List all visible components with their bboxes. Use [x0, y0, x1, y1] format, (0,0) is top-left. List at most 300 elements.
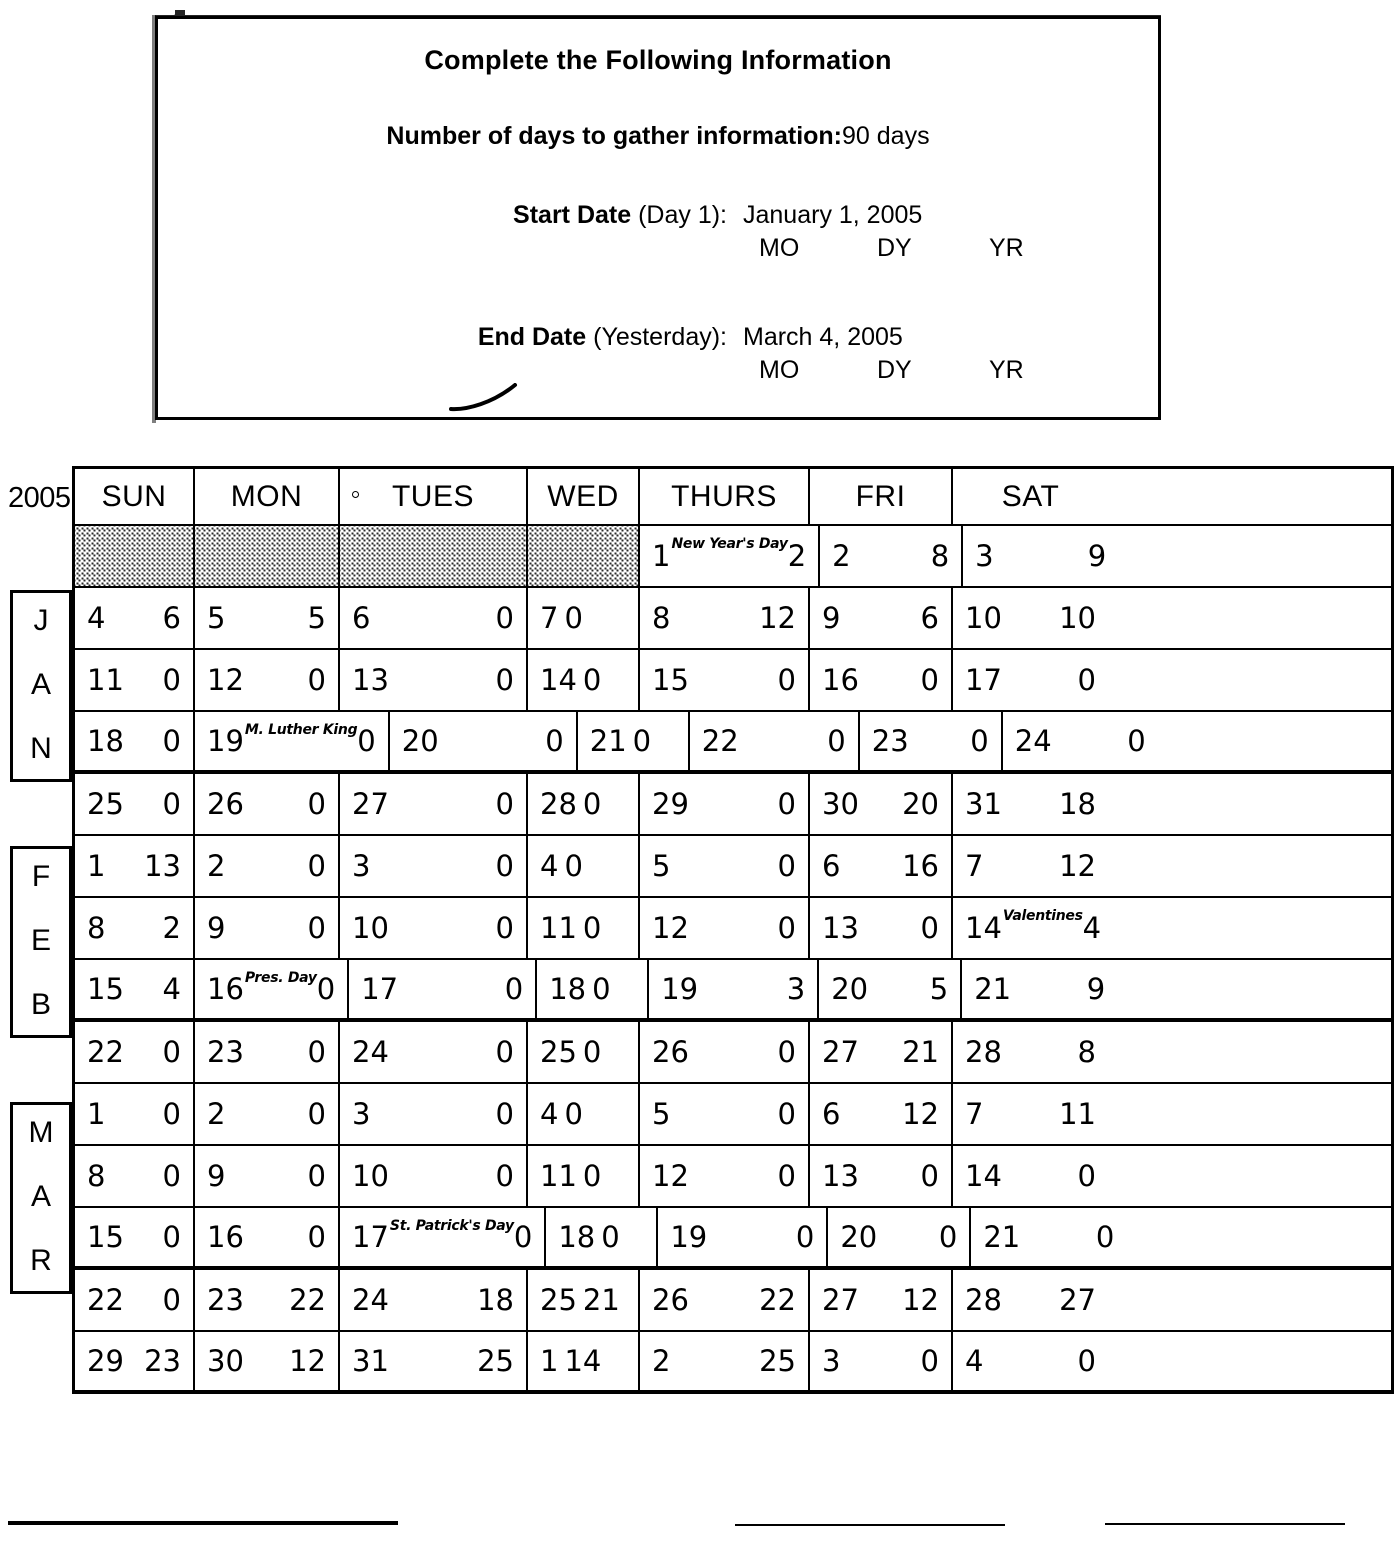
day-count-value[interactable]: 8	[1077, 1035, 1096, 1069]
month-initial-1-2: A	[30, 668, 51, 701]
day-count-value[interactable]: 0	[162, 1159, 181, 1193]
calendar-cell[interactable]	[640, 836, 810, 896]
day-count-value[interactable]: 11	[1059, 1097, 1096, 1131]
day-count-value[interactable]: 0	[307, 1159, 326, 1193]
day-count-value[interactable]: 14	[564, 1344, 602, 1378]
day-count-value[interactable]: 12	[902, 1283, 939, 1317]
day-count-value[interactable]: 0	[582, 663, 602, 697]
day-number: 27	[352, 787, 389, 821]
day-count-value[interactable]: 0	[307, 1097, 326, 1131]
calendar-cell[interactable]	[528, 1270, 640, 1330]
day-number: 7	[965, 849, 984, 883]
day-number: 19	[670, 1220, 708, 1254]
calendar-cell[interactable]	[528, 588, 640, 648]
calendar-header-row	[0, 466, 1394, 526]
day-count-value[interactable]: 0	[920, 911, 939, 945]
month-initial-3-1: M	[28, 1116, 54, 1149]
holiday-label: New Year's Day	[671, 536, 788, 552]
end-date-label-rest: (Yesterday):	[593, 323, 727, 351]
day-count-value[interactable]: 0	[970, 724, 989, 758]
day-number: 21	[974, 972, 1012, 1006]
calendar-cell[interactable]	[75, 898, 195, 958]
end-yr-label: YR	[989, 356, 1024, 384]
day-count-value[interactable]: 4	[1082, 911, 1102, 945]
day-header-sun: SUN	[75, 469, 195, 524]
day-count-value[interactable]: 0	[777, 1097, 796, 1131]
calendar-cell[interactable]	[953, 1332, 1108, 1390]
day-number: 25	[540, 1283, 577, 1317]
holiday-label: M. Luther King	[244, 722, 358, 738]
days-to-gather-label: Number of days to gather information:	[386, 122, 843, 150]
calendar-cell[interactable]	[953, 588, 1108, 648]
calendar-week-row	[0, 774, 1394, 836]
day-number: 11	[87, 663, 124, 697]
calendar-cell[interactable]	[971, 1208, 1126, 1266]
day-number: 11	[540, 1159, 577, 1193]
calendar-cell[interactable]	[810, 1146, 953, 1206]
calendar-cell[interactable]	[578, 712, 690, 770]
day-count-value[interactable]: 4	[162, 972, 181, 1006]
calendar-cell[interactable]	[810, 836, 953, 896]
day-number: 15	[87, 972, 124, 1006]
calendar-week-row	[0, 960, 1394, 1022]
day-count-value[interactable]: 0	[357, 724, 376, 758]
day-count-value[interactable]: 18	[1059, 787, 1096, 821]
calendar-year-label: 2005	[8, 482, 71, 514]
day-count-value[interactable]: 12	[902, 1097, 939, 1131]
day-number: 2	[207, 849, 226, 883]
calendar-cell[interactable]	[860, 712, 1003, 770]
calendar-cell[interactable]	[810, 1270, 953, 1330]
calendar-cell[interactable]	[75, 774, 195, 834]
day-count-value[interactable]: 0	[777, 1159, 796, 1193]
day-count-value[interactable]: 5	[307, 601, 326, 635]
calendar-cell[interactable]	[528, 1146, 640, 1206]
day-count-value[interactable]: 0	[920, 1159, 939, 1193]
calendar-cell[interactable]	[75, 1270, 195, 1330]
calendar-cell[interactable]	[953, 1022, 1108, 1082]
day-count-value[interactable]: 0	[162, 1097, 181, 1131]
day-count-value[interactable]: 0	[162, 663, 181, 697]
day-count-value[interactable]: 9	[1087, 539, 1107, 573]
calendar-cell[interactable]	[810, 588, 953, 648]
day-number: 4	[965, 1344, 984, 1378]
calendar-cell[interactable]	[640, 1022, 810, 1082]
day-number: 27	[822, 1283, 859, 1317]
day-number: 11	[540, 911, 577, 945]
calendar-cell[interactable]	[340, 1208, 546, 1266]
day-count-value[interactable]: 5	[929, 972, 949, 1006]
day-count-value[interactable]: 0	[495, 1097, 514, 1131]
calendar-cell[interactable]	[75, 712, 195, 770]
calendar-cell[interactable]	[640, 1270, 810, 1330]
calendar-cell[interactable]	[820, 526, 963, 586]
day-count-value[interactable]: 0	[513, 1220, 533, 1254]
day-number: 4	[87, 601, 106, 635]
day-count-value[interactable]: 0	[162, 1283, 181, 1317]
day-count-value[interactable]: 0	[777, 787, 796, 821]
calendar-cell[interactable]	[658, 1208, 828, 1266]
day-count-value[interactable]: 0	[495, 663, 514, 697]
calendar-cell[interactable]	[810, 1084, 953, 1144]
day-count-value[interactable]: 2	[162, 911, 181, 945]
day-number: 10	[352, 911, 389, 945]
day-count-value[interactable]: 12	[289, 1344, 326, 1378]
calendar-cell[interactable]	[528, 898, 640, 958]
day-number: 9	[207, 1159, 226, 1193]
day-count-value[interactable]: 0	[777, 663, 796, 697]
day-number: 5	[652, 1097, 671, 1131]
day-count-value[interactable]: 27	[1059, 1283, 1096, 1317]
calendar-cell[interactable]	[953, 836, 1108, 896]
calendar-cell[interactable]	[340, 774, 528, 834]
day-count-value[interactable]: 13	[144, 849, 181, 883]
calendar-cell[interactable]	[528, 836, 640, 896]
calendar-cell[interactable]	[195, 712, 390, 770]
day-count-value[interactable]: 0	[495, 787, 514, 821]
calendar-cell[interactable]	[640, 1332, 810, 1390]
day-count-value[interactable]: 18	[477, 1283, 514, 1317]
day-count-value[interactable]: 0	[564, 849, 583, 883]
start-date-value: January 1, 2005	[743, 201, 923, 229]
day-number: 17	[361, 972, 399, 1006]
day-number: 10	[352, 1159, 389, 1193]
calendar-cell[interactable]	[75, 588, 195, 648]
day-number: 2	[207, 1097, 226, 1131]
calendar-week-row	[0, 1270, 1394, 1332]
calendar-cell[interactable]	[528, 774, 640, 834]
day-number: 25	[87, 787, 124, 821]
day-count-value[interactable]: 0	[601, 1220, 620, 1254]
day-count-value[interactable]: 0	[1077, 663, 1096, 697]
start-yr-label: YR	[989, 234, 1024, 262]
calendar-cell[interactable]	[962, 960, 1117, 1018]
calendar-cell[interactable]	[810, 898, 953, 958]
calendar-cell[interactable]	[528, 1332, 640, 1390]
day-number: 26	[652, 1035, 689, 1069]
day-number: 28	[965, 1035, 1002, 1069]
year-gutter	[0, 466, 72, 526]
day-count-value[interactable]: 0	[592, 972, 611, 1006]
week-cells	[72, 1146, 1394, 1208]
day-header-fri: FRI	[810, 469, 953, 524]
day-header-thurs: THURS	[640, 469, 810, 524]
day-number: 22	[87, 1283, 124, 1317]
day-count-value[interactable]: 0	[307, 849, 326, 883]
week-cells	[72, 836, 1394, 898]
day-count-value[interactable]: 6	[920, 601, 939, 635]
calendar-cell[interactable]	[810, 774, 953, 834]
calendar-cell[interactable]	[195, 1332, 340, 1390]
day-number: 8	[87, 1159, 106, 1193]
day-count-value[interactable]: 0	[495, 849, 514, 883]
calendar-cell[interactable]	[690, 712, 860, 770]
calendar-cell[interactable]	[195, 650, 340, 710]
day-count-value[interactable]: 0	[1095, 1220, 1115, 1254]
day-number: 3	[352, 849, 371, 883]
calendar-cell[interactable]	[390, 712, 578, 770]
day-count-value[interactable]: 20	[902, 787, 939, 821]
day-count-value[interactable]: 21	[582, 1283, 620, 1317]
day-number: 1	[87, 1097, 106, 1131]
day-count-value[interactable]: 12	[1059, 849, 1096, 883]
day-count-value[interactable]: 0	[938, 1220, 958, 1254]
day-number: 30	[207, 1344, 244, 1378]
calendar-cell[interactable]	[340, 1146, 528, 1206]
start-dy-label: DY	[877, 234, 912, 262]
day-number: 3	[822, 1344, 841, 1378]
calendar-cell[interactable]	[195, 1146, 340, 1206]
day-number: 22	[87, 1035, 124, 1069]
calendar-cell[interactable]	[810, 1022, 953, 1082]
calendar-cell[interactable]	[528, 1022, 640, 1082]
calendar-cell[interactable]	[546, 1208, 658, 1266]
calendar-cell[interactable]	[953, 898, 1113, 958]
day-header-tues	[340, 469, 528, 524]
day-count-value[interactable]: 0	[316, 972, 336, 1006]
calendar-cell[interactable]	[640, 1146, 810, 1206]
calendar-cell[interactable]	[828, 1208, 971, 1266]
day-number: 5	[207, 601, 226, 635]
calendar-cell[interactable]	[953, 1270, 1108, 1330]
stray-dot-mark	[352, 491, 359, 498]
calendar-cell[interactable]	[195, 1022, 340, 1082]
week-cells	[72, 1084, 1394, 1146]
day-count-value[interactable]: 23	[144, 1344, 181, 1378]
day-number: 29	[652, 787, 689, 821]
information-box	[155, 16, 1161, 420]
day-number: 2	[652, 1344, 671, 1378]
calendar-cell[interactable]	[640, 588, 810, 648]
calendar-cell[interactable]	[195, 774, 340, 834]
day-count-value[interactable]: 0	[307, 1035, 326, 1069]
calendar-cell[interactable]	[340, 588, 528, 648]
calendar-grid	[0, 466, 1394, 1394]
calendar-cell[interactable]	[75, 1208, 195, 1266]
calendar-cell[interactable]	[75, 1332, 195, 1390]
calendar-cell[interactable]	[953, 1084, 1108, 1144]
day-number: 23	[207, 1035, 244, 1069]
day-count-value[interactable]: 0	[582, 911, 602, 945]
calendar-cell[interactable]	[75, 1022, 195, 1082]
calendar-cell-shaded	[528, 526, 640, 586]
day-number: 17	[352, 1220, 389, 1254]
day-number: 7	[965, 1097, 984, 1131]
calendar-cell[interactable]	[340, 650, 528, 710]
day-count-value[interactable]: 3	[786, 972, 806, 1006]
day-number: 8	[87, 911, 106, 945]
day-header-mon: MON	[195, 469, 340, 524]
calendar-cell[interactable]	[340, 1332, 528, 1390]
calendar-cell[interactable]	[340, 1022, 528, 1082]
calendar-cell[interactable]	[810, 650, 953, 710]
day-count-value[interactable]: 0	[162, 724, 181, 758]
calendar-cell[interactable]	[195, 1208, 340, 1266]
week-cells	[72, 588, 1394, 650]
day-count-value[interactable]: 0	[582, 787, 602, 821]
calendar-cell[interactable]	[953, 1146, 1108, 1206]
calendar-cell[interactable]	[75, 650, 195, 710]
day-header-cells	[72, 466, 1394, 526]
end-date-mo-dy-yr	[158, 356, 1158, 385]
calendar-week-row	[0, 650, 1394, 712]
day-count-value[interactable]: 0	[307, 663, 326, 697]
day-count-value[interactable]: 0	[162, 1035, 181, 1069]
day-number: 19	[661, 972, 699, 1006]
calendar-cell[interactable]	[195, 588, 340, 648]
day-number: 6	[352, 601, 371, 635]
calendar-cell[interactable]	[810, 1332, 953, 1390]
calendar-cell[interactable]	[640, 650, 810, 710]
day-count-value[interactable]: 0	[564, 601, 583, 635]
calendar-week-row	[0, 1208, 1394, 1270]
day-count-value[interactable]: 0	[307, 911, 326, 945]
calendar-cell[interactable]	[340, 836, 528, 896]
calendar-cell[interactable]	[640, 1084, 810, 1144]
day-count-value[interactable]: 22	[759, 1283, 796, 1317]
day-number: 31	[352, 1344, 389, 1378]
calendar-cell[interactable]	[195, 1084, 340, 1144]
calendar-cell[interactable]	[75, 1084, 195, 1144]
day-count-value[interactable]: 0	[162, 787, 181, 821]
calendar-cell[interactable]	[528, 1084, 640, 1144]
day-count-value[interactable]: 0	[582, 1159, 602, 1193]
day-count-value[interactable]: 0	[495, 1035, 514, 1069]
day-number: 31	[965, 787, 1002, 821]
day-number: 6	[822, 849, 841, 883]
calendar-cell[interactable]	[75, 960, 195, 1018]
day-count-value[interactable]: 10	[1059, 601, 1096, 635]
day-count-value[interactable]: 8	[930, 539, 950, 573]
day-number: 14	[540, 663, 577, 697]
day-count-value[interactable]: 0	[777, 1035, 796, 1069]
day-count-value[interactable]: 22	[289, 1283, 326, 1317]
day-count-value[interactable]: 0	[495, 1159, 514, 1193]
calendar-cell[interactable]	[75, 1146, 195, 1206]
calendar-cell[interactable]	[195, 1270, 340, 1330]
day-number: 12	[207, 663, 244, 697]
day-number: 2	[832, 539, 851, 573]
calendar-cell[interactable]	[640, 774, 810, 834]
day-number: 13	[352, 663, 389, 697]
day-count-value[interactable]: 0	[777, 911, 796, 945]
day-number: 15	[652, 663, 689, 697]
day-count-value[interactable]: 0	[564, 1097, 583, 1131]
day-count-value[interactable]: 25	[477, 1344, 514, 1378]
end-mo-label: MO	[759, 356, 800, 384]
end-dy-label: DY	[877, 356, 912, 384]
calendar-week-row	[0, 1022, 1394, 1084]
day-count-value[interactable]: 0	[582, 1035, 602, 1069]
calendar-cell[interactable]	[537, 960, 649, 1018]
calendar-cell[interactable]	[1003, 712, 1158, 770]
month-initial-2-3: B	[30, 988, 51, 1021]
day-count-value[interactable]: 0	[162, 1220, 181, 1254]
day-count-value[interactable]: 6	[162, 601, 181, 635]
day-number: 12	[652, 911, 689, 945]
day-count-value[interactable]: 0	[307, 1220, 326, 1254]
day-count-value[interactable]: 0	[495, 601, 514, 635]
start-date-label	[158, 201, 743, 230]
calendar-week-row	[0, 712, 1394, 774]
calendar-cell[interactable]	[75, 836, 195, 896]
end-date-block	[158, 323, 1158, 385]
day-number: 20	[831, 972, 869, 1006]
day-number: 3	[975, 539, 994, 573]
calendar-cell[interactable]	[963, 526, 1118, 586]
day-number: 27	[822, 1035, 859, 1069]
bottom-rule-right	[1105, 1523, 1345, 1525]
day-number: 8	[652, 601, 671, 635]
day-count-value[interactable]: 21	[902, 1035, 939, 1069]
days-to-gather-value: 90 days	[842, 122, 930, 150]
day-count-value[interactable]: 0	[1127, 724, 1146, 758]
calendar-cell[interactable]	[649, 960, 819, 1018]
day-count-value[interactable]: 0	[1077, 1344, 1096, 1378]
day-number: 4	[540, 1097, 559, 1131]
day-count-value[interactable]: 0	[632, 724, 652, 758]
day-count-value[interactable]: 0	[504, 972, 524, 1006]
day-number: 21	[983, 1220, 1021, 1254]
day-number: 16	[207, 972, 244, 1006]
day-header-wed: WED	[528, 469, 640, 524]
bottom-rule-center	[735, 1524, 1005, 1526]
calendar-cell[interactable]	[340, 1270, 528, 1330]
day-count-value[interactable]: 16	[902, 849, 939, 883]
day-count-value[interactable]: 0	[920, 663, 939, 697]
calendar-cell[interactable]	[953, 650, 1108, 710]
month-initial-3-3: R	[30, 1244, 52, 1277]
calendar-cell[interactable]	[340, 1084, 528, 1144]
day-count-value[interactable]: 2	[787, 539, 807, 573]
day-count-value[interactable]: 0	[495, 911, 514, 945]
day-count-value[interactable]: 0	[545, 724, 564, 758]
day-count-value[interactable]: 12	[759, 601, 796, 635]
day-count-value[interactable]: 0	[307, 787, 326, 821]
calendar-cell[interactable]	[528, 650, 640, 710]
day-count-value[interactable]: 0	[827, 724, 846, 758]
calendar-cell[interactable]	[195, 898, 340, 958]
day-number: 1	[652, 539, 671, 573]
day-number: 15	[87, 1220, 124, 1254]
day-count-value[interactable]: 25	[759, 1344, 796, 1378]
page-title: Complete the Following Information	[424, 45, 892, 75]
calendar-cell[interactable]	[349, 960, 537, 1018]
day-count-value[interactable]: 0	[795, 1220, 815, 1254]
start-date-label-rest: (Day 1):	[638, 201, 727, 229]
day-number: 14	[965, 1159, 1002, 1193]
day-count-value[interactable]: 0	[1077, 1159, 1096, 1193]
calendar-week-row	[0, 1332, 1394, 1394]
day-number: 26	[652, 1283, 689, 1317]
calendar-cell[interactable]	[195, 836, 340, 896]
calendar-cell[interactable]	[195, 960, 349, 1018]
day-count-value[interactable]: 0	[920, 1344, 939, 1378]
day-count-value[interactable]: 0	[777, 849, 796, 883]
calendar-cell[interactable]	[819, 960, 962, 1018]
end-date-row	[158, 323, 1158, 352]
week-cells	[72, 526, 1394, 588]
start-date-block	[158, 201, 1158, 263]
day-number: 24	[1014, 724, 1052, 758]
calendar-cell[interactable]	[340, 898, 528, 958]
day-number: 1	[87, 849, 106, 883]
calendar-cell[interactable]	[953, 774, 1108, 834]
day-count-value[interactable]: 9	[1086, 972, 1106, 1006]
calendar-weeks	[0, 526, 1394, 1394]
calendar-cell[interactable]	[640, 526, 820, 586]
calendar-cell[interactable]	[640, 898, 810, 958]
